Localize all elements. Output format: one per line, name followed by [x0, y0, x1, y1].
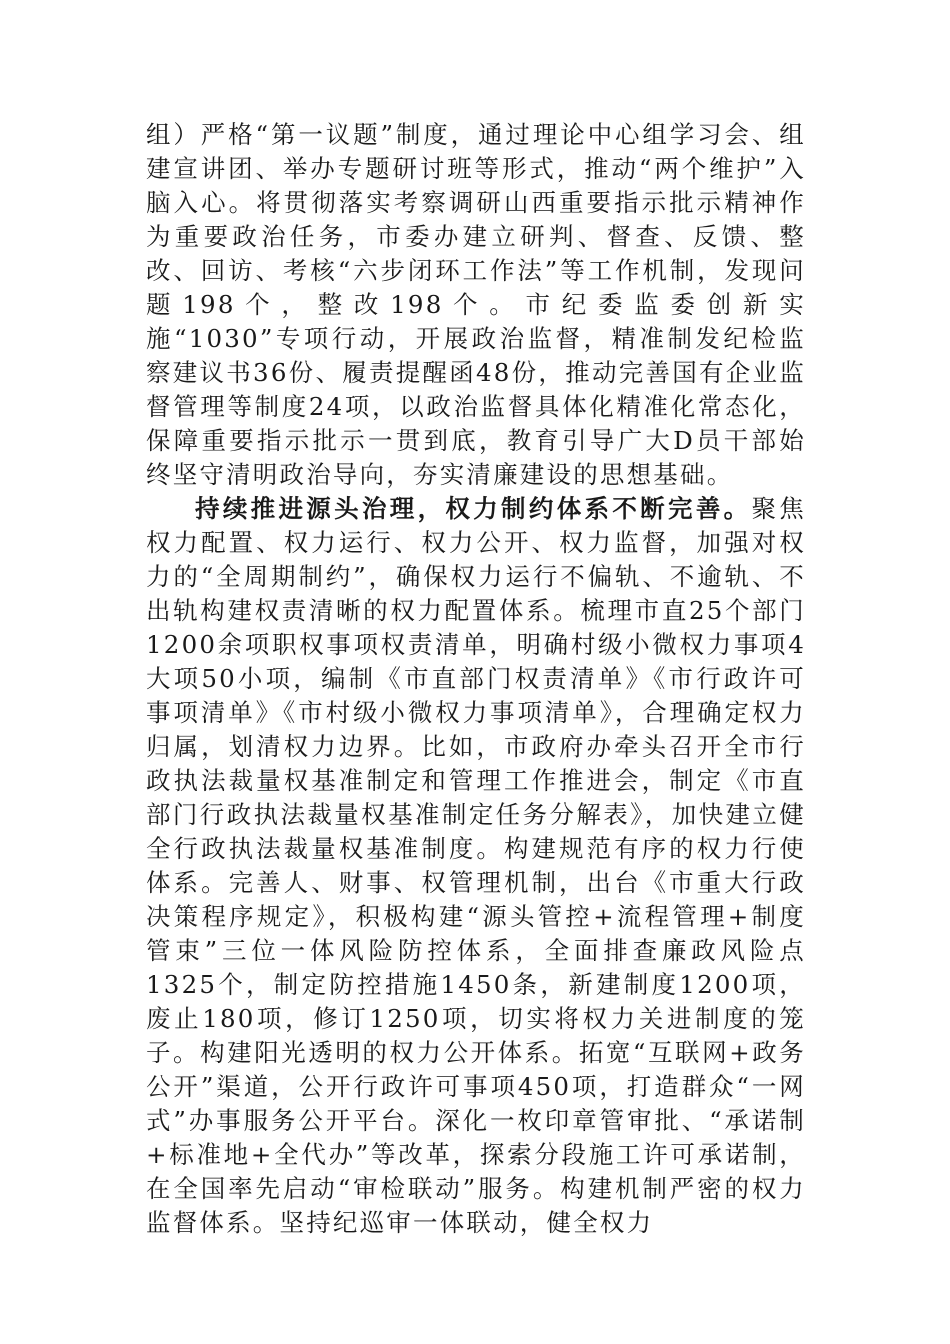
paragraph-continuation: 组）严格“第一议题”制度，通过理论中心组学习会、组建宣讲团、举办专题研讨班等形式，推动“两个维护”入脑入心。将贯彻落实考察调研山西重要指示批示精神作为重要政治任务，市委办建立研判、督查、反馈、整改、回访、考核“六步闭环工作法”等工作机制，发现问题198个，整改198个。市纪委监委创新实施“1030”专项行动，开展政治监督，精准制发纪检监察建议书36份、履责提醒函48份，推动完善国有企业监督管理等制度24项，以政治监督具体化精准化常态化，保障重要指示批示一贯到底，教育引导广大D员干部始终坚守清明政治导向，夯实清廉建设的思想基础。 — [146, 120, 806, 489]
paragraph-source-governance — [146, 492, 806, 1240]
document-body — [146, 118, 806, 1240]
paragraph-body-text: 聚焦权力配置、权力运行、权力公开、权力监督，加强对权力的“全周期制约”，确保权力运行不偏轨、不逾轨、不出轨构建权责清晰的权力配置体系。梳理市直25个部门1200余项职权事项权责清单，明确村级小微权力事项4大项50小项，编制《市直部门权责清单》《市行政许可事项清单》《市村级小微权力事项清单》，合理确定权力归属，划清权力边界。比如，市政府办牵头召开全市行政执法裁量权基准制定和管理工作推进会，制定《市直部门行政执法裁量权基准制定任务分解表》，加快建立健全行政执法裁量权基准制度。构建规范有序的权力行使体系。完善人、财事、权管理机制，出台《市重大行政决策程序规定》，积极构建“源头管控+流程管理+制度管束”三位一体风险防控体系，全面排查廉政风险点1325个，制定防控措施1450条，新建制度1200项，废止180项，修订1250项，切实将权力关进制度的笼子。构建阳光透明的权力公开体系。拓宽“互联网+政务公开”渠道，公开行政许可事项450项，打造群众“一网式”办事服务公开平台。深化一枚印章管审批、“承诺制+标准地+全代办”等改革，探索分段施工许可承诺制，在全国率先启动“审检联动”服务。构建机制严密的权力监督体系。坚持纪巡审一体联动，健全权力 — [146, 494, 806, 1237]
paragraph-lead-heading: 持续推进源头治理，权力制约体系不断完善。 — [195, 494, 752, 523]
